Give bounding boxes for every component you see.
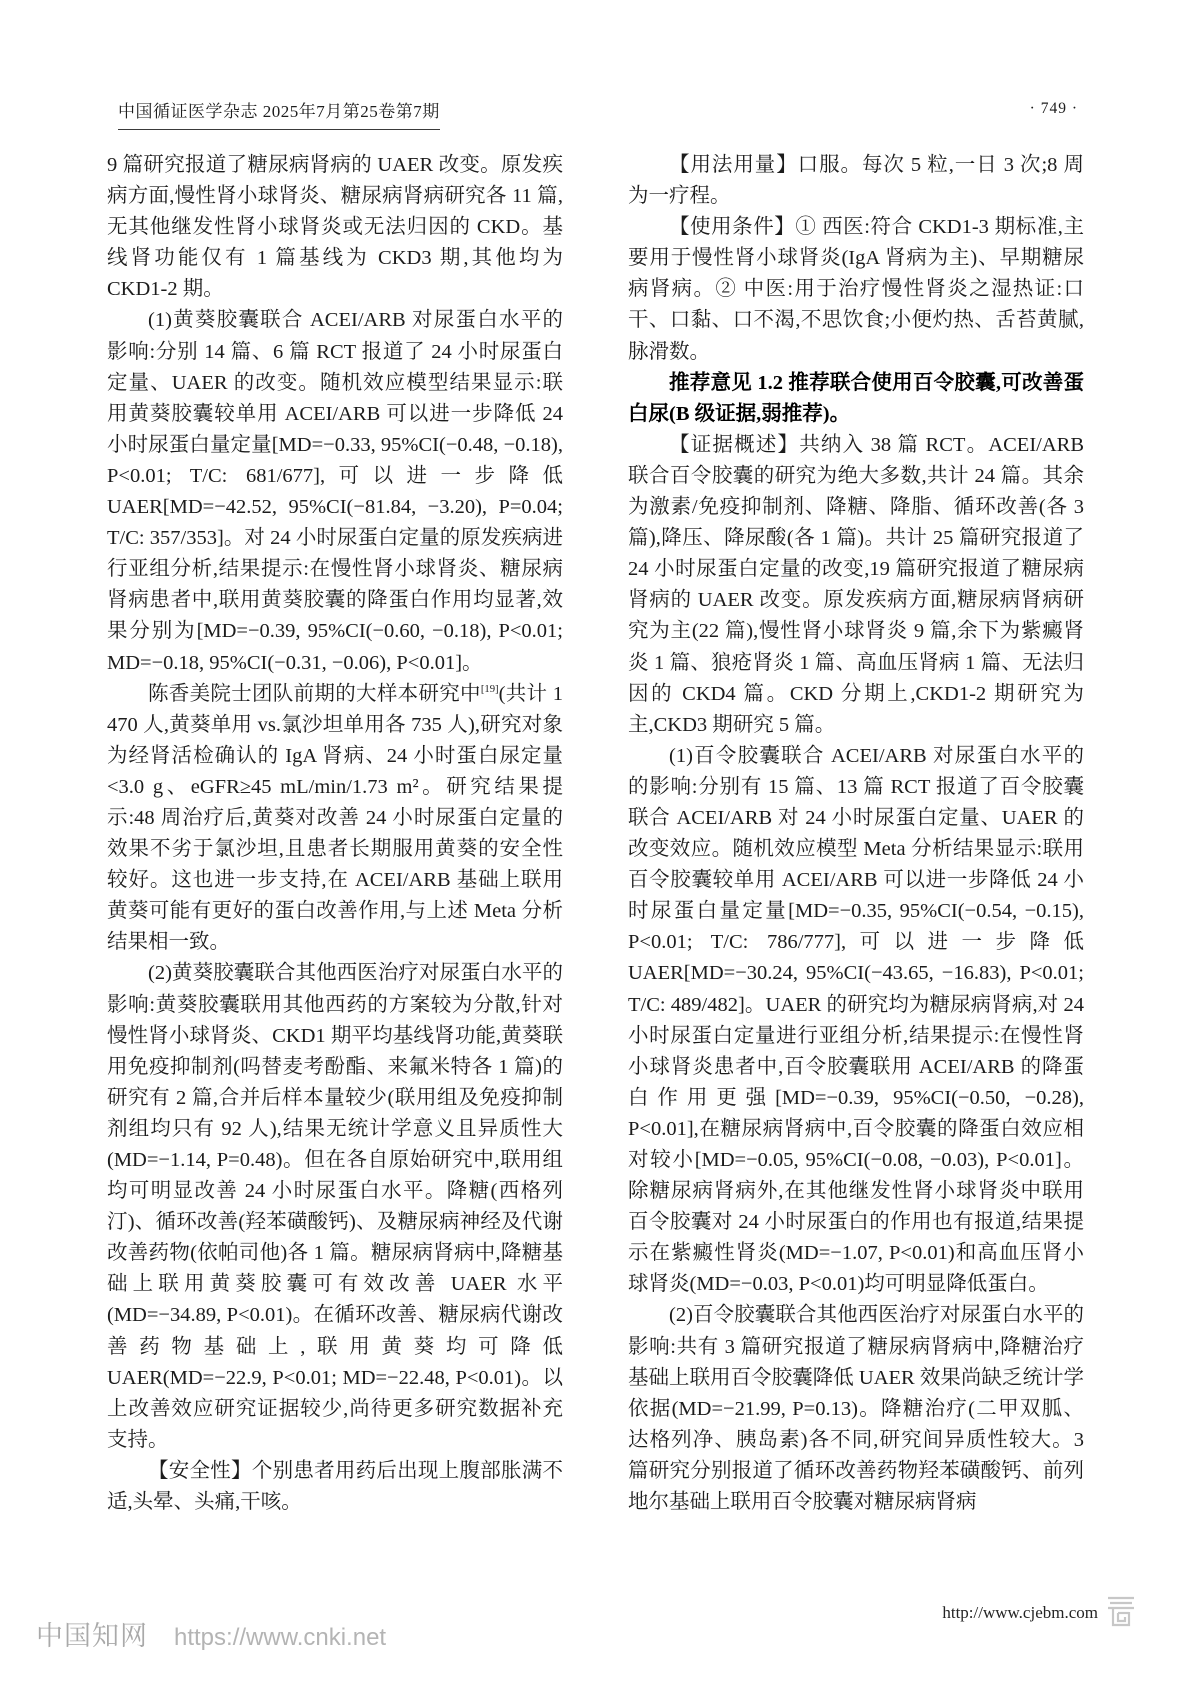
paragraph: 陈香美院士团队前期的大样本研究中[19](共计 1 470 人,黄葵单用 vs.氯沙坦单用各 735 人),研究对象为经肾活检确认的 IgA 肾病、24 小时蛋白尿定量<3.0 g、eGFR≥45 mL/min/1.73 m²。研究结果提示:48 周治疗后,黄葵对改善 24 小时尿蛋白定量的效果不劣于氯沙坦,且患者长期服用黄葵的安全性较好。这也进一步支持,在 ACEI/ARB 基础上联用黄葵可能有更好的蛋白改善作用,与上述 Meta 分析结果相一致。: [107, 682, 564, 954]
cnki-site-name: 中国知网: [36, 1621, 148, 1651]
paragraph: (2)百令胶囊联合其他西医治疗对尿蛋白水平的影响:共有 3 篇研究报道了糖尿病肾病中,降糖治疗基础上联用百令胶囊降低 UAER 效果尚缺乏统计学依据(MD=−21.99, P=0.13)。降糖治疗(二甲双胍、达格列净、胰岛素)各不同,研究间异质性较大。3 篇研究分别报道了循环改善药物羟苯磺酸钙、前列地尔基础上联用百令胶囊对糖尿病肾病: [628, 1304, 1084, 1514]
paragraph: 【安全性】个别患者用药后出现上腹部胀满不适,头晕、头痛,干咳。: [107, 1459, 563, 1514]
cnki-url: https://www.cnki.net: [174, 1624, 387, 1651]
reference-superscript: [19]: [480, 683, 499, 695]
journal-website-url: http://www.cjebm.com: [942, 1603, 1098, 1622]
paragraph: 【用法用量】口服。每次 5 粒,一日 3 次;8 周为一疗程。: [628, 154, 1084, 208]
paragraph: (1)百令胶囊联合 ACEI/ARB 对尿蛋白水平的的影响:分别有 15 篇、13 篇 RCT 报道了百令胶囊联合 ACEI/ARB 对 24 小时尿蛋白定量、UAER 的改变效应。随机效应模型 Meta 分析结果显示:联用百令胶囊较单用 ACEI/ARB 可以进一步降低 24 小时尿蛋白量定量[MD=−0.35, 95%CI(−0.54, −0.15), P<0.01; T/C: 786/777],可以进一步降低 UAER[MD=−30.24, 95%CI(−43.65, −16.83), P<0.01; T/C: 489/482]。UAER 的研究均为糖尿病肾病,对 24 小时尿蛋白定量进行亚组分析,结果提示:在慢性肾小球肾炎患者中,百令胶囊联用 ACEI/ARB 的降蛋白作用更强[MD=−0.39, 95%CI(−0.50, −0.28), P<0.01],在糖尿病肾病中,百令胶囊的降蛋白效应相对较小[MD=−0.05, 95%CI(−0.08, −0.03), P<0.01]。除糖尿病肾病外,在其他继发性肾小球肾炎中联用百令胶囊对 24 小时尿蛋白的作用也有报道,结果提示在紫癜性肾炎(MD=−1.07, P<0.01)和高血压肾小球肾炎(MD=−0.03, P<0.01)均可明显降低蛋白。: [628, 744, 1084, 1296]
paragraph: 【证据概述】共纳入 38 篇 RCT。ACEI/ARB 联合百令胶囊的研究为绝大多数,共计 24 篇。其余为激素/免疫抑制剂、降糖、降脂、循环改善(各 3 篇),降压、降尿酸(各 1 篇)。共计 25 篇研究报道了 24 小时尿蛋白定量的改变,19 篇研究报道了糖尿病肾病的 UAER 改变。原发疾病方面,糖尿病肾病研究为主(22 篇),慢性肾小球肾炎 9 篇,余下为紫癜肾炎 1 篇、狼疮肾炎 1 篇、高血压肾病 1 篇、无法归因的 CKD4 篇。CKD 分期上,CKD1-2 期研究为主,CKD3 期研究 5 篇。: [628, 433, 1084, 736]
paragraph: (1)黄葵胶囊联合 ACEI/ARB 对尿蛋白水平的影响:分别 14 篇、6 篇 RCT 报道了 24 小时尿蛋白定量、UAER 的改变。随机效应模型结果显示:联用黄葵胶囊较单用 ACEI/ARB 可以进一步降低 24 小时尿蛋白量定量[MD=−0.33, 95%CI(−0.48, −0.18), P<0.01; T/C: 681/677],可以进一步降低 UAER[MD=−42.52, 95%CI(−81.84, −3.20), P=0.04; T/C: 357/353]。对 24 小时尿蛋白定量的原发疾病进行亚组分析,结果提示:在慢性肾小球肾炎、糖尿病肾病患者中,联用黄葵胶囊的降蛋白作用均显著,效果分别为[MD=−0.39, 95%CI(−0.60, −0.18), P<0.01; MD=−0.18, 95%CI(−0.31, −0.06), P<0.01]。: [107, 309, 563, 674]
journal-issue-header: 中国循证医学杂志 2025年7月第25卷第7期: [118, 97, 440, 130]
cnki-watermark: [36, 1614, 386, 1653]
page-number: · 749 ·: [1029, 100, 1078, 117]
paragraph: 【使用条件】① 西医:符合 CKD1-3 期标准,主要用于慢性肾小球肾炎(IgA 肾病为主)、早期糖尿病肾病。② 中医:用于治疗慢性肾炎之湿热证:口干、口黏、口不渴,不思饮食;小便灼热、舌苔黄腻,脉滑数。: [628, 216, 1084, 363]
right-column: [628, 150, 1084, 1518]
recommendation-heading: 推荐意见 1.2 推荐联合使用百令胶囊,可改善蛋白尿(B 级证据,弱推荐)。: [628, 371, 1084, 425]
cjebm-seal-icon: [1106, 1595, 1136, 1629]
paragraph: 9 篇研究报道了糖尿病肾病的 UAER 改变。原发疾病方面,慢性肾小球肾炎、糖尿病肾病研究各 11 篇,无其他继发性肾小球肾炎或无法归因的 CKD。基线肾功能仅有 1 篇基线为 CKD3 期,其他均为 CKD1-2 期。: [107, 154, 563, 301]
left-column: [107, 150, 563, 1518]
paragraph: (2)黄葵胶囊联合其他西医治疗对尿蛋白水平的影响:黄葵胶囊联用其他西药的方案较为分散,针对慢性肾小球肾炎、CKD1 期平均基线肾功能,黄葵联用免疫抑制剂(吗替麦考酚酯、来氟米特各 1 篇)的研究有 2 篇,合并后样本量较少(联用组及免疫抑制剂组均只有 92 人),结果无统计学意义且异质性大(MD=−1.14, P=0.48)。但在各自原始研究中,联用组均可明显改善 24 小时尿蛋白水平。降糖(西格列汀)、循环改善(羟苯磺酸钙)、及糖尿病神经及代谢改善药物(依帕司他)各 1 篇。糖尿病肾病中,降糖基础上联用黄葵胶囊可有效改善 UAER 水平(MD=−34.89, P<0.01)。在循环改善、糖尿病代谢改善药物基础上,联用黄葵均可降低 UAER(MD=−22.9, P<0.01; MD=−22.48, P<0.01)。以上改善效应研究证据较少,尚待更多研究数据补充支持。: [107, 962, 563, 1451]
